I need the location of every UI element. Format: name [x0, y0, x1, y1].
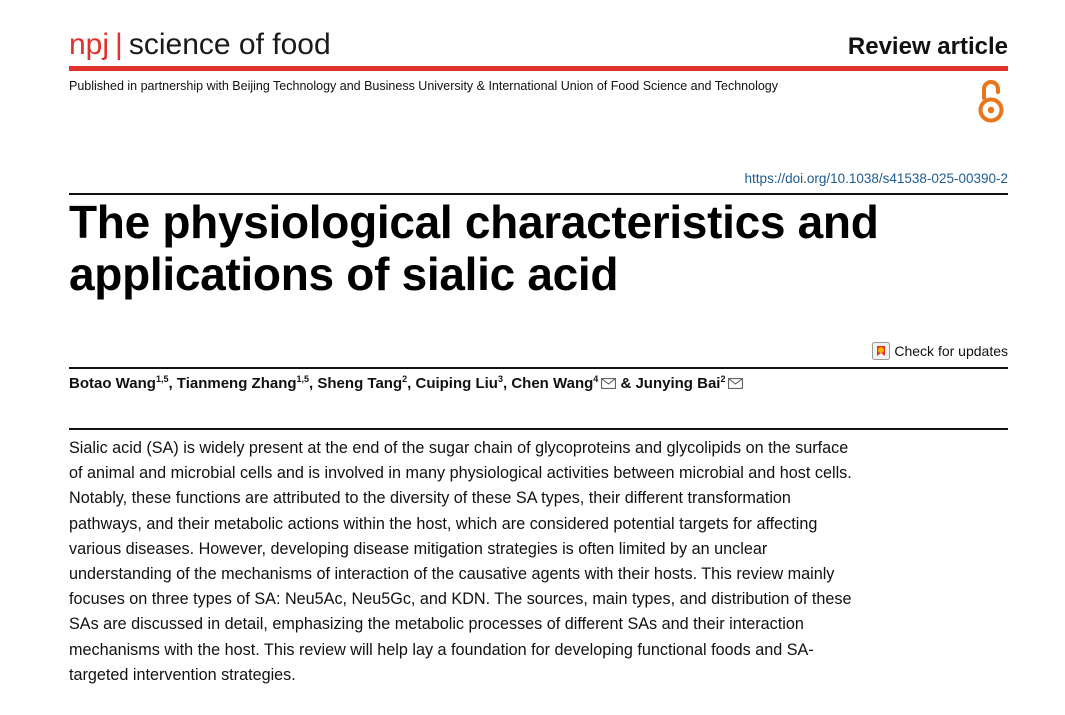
- envelope-icon[interactable]: [601, 378, 616, 389]
- author-name[interactable]: Sheng Tang: [317, 375, 403, 392]
- check-for-updates-button[interactable]: [872, 342, 1008, 360]
- author-affiliation[interactable]: 4: [593, 374, 599, 384]
- title-top-rule: [69, 193, 1008, 195]
- envelope-icon[interactable]: [728, 378, 743, 389]
- author-name[interactable]: Botao Wang: [69, 375, 156, 392]
- header-rule: [69, 66, 1008, 71]
- partnership-note: Published in partnership with Beijing Technology and Business University & International Union of Food Science and Technology: [69, 79, 778, 93]
- authors-top-rule: [69, 367, 1008, 369]
- author-name[interactable]: Chen Wang: [511, 375, 594, 392]
- journal-logo[interactable]: [69, 28, 331, 62]
- author-affiliation[interactable]: 1,5: [296, 374, 310, 384]
- author-separator: ,: [168, 375, 177, 392]
- journal-name: science of food: [128, 28, 331, 61]
- journal-separator: |: [115, 28, 123, 61]
- author-name[interactable]: Cuiping Liu: [415, 375, 498, 392]
- author-affiliation[interactable]: 3: [497, 374, 503, 384]
- author-name[interactable]: Junying Bai: [635, 375, 721, 392]
- journal-prefix: npj: [69, 28, 110, 61]
- doi-link[interactable]: https://doi.org/10.1038/s41538-025-00390-2: [744, 171, 1008, 186]
- author-affiliation[interactable]: 1,5: [155, 374, 169, 384]
- author-separator: ,: [407, 375, 416, 392]
- check-updates-label: Check for updates: [894, 343, 1008, 359]
- article-type-label: Review article: [847, 33, 1008, 60]
- author-separator: ,: [309, 375, 318, 392]
- journal-header: [69, 28, 1008, 70]
- author-name[interactable]: Tianmeng Zhang: [176, 375, 297, 392]
- author-separator: &: [616, 375, 636, 392]
- author-affiliation[interactable]: 2: [720, 374, 726, 384]
- abstract-top-rule: [69, 428, 1008, 430]
- article-title: The physiological characteristics and applications of sialic acid: [69, 196, 879, 300]
- author-separator: ,: [502, 375, 512, 392]
- author-affiliation[interactable]: 2: [402, 374, 408, 384]
- author-list: [69, 374, 743, 392]
- abstract-text: Sialic acid (SA) is widely present at the end of the sugar chain of glycoproteins and glycolipids on the surface of animal and microbial cells and is involved in many physiological activities between microbial and host cells. Notably, these functions are attributed to the diversity of these SA types, their different transformation pathways, and their metabolic actions within the host, which are considered potential targets for affecting various diseases. However, developing disease mitigation strategies is often limited by an unclear understanding of the mechanisms of interaction of the causative agents with their hosts. This review mainly focuses on three types of SA: Neu5Ac, Neu5Gc, and KDN. The sources, main types, and distribution of these SAs are discussed in detail, emphasizing the metabolic processes of different SAs and their interaction mechanisms with the host. This review will help lay a foundation for developing functional foods and SA-targeted intervention strategies.: [69, 439, 852, 684]
- open-access-icon[interactable]: [976, 76, 1006, 124]
- article-page: [69, 0, 1008, 715]
- check-updates-icon: [872, 342, 890, 360]
